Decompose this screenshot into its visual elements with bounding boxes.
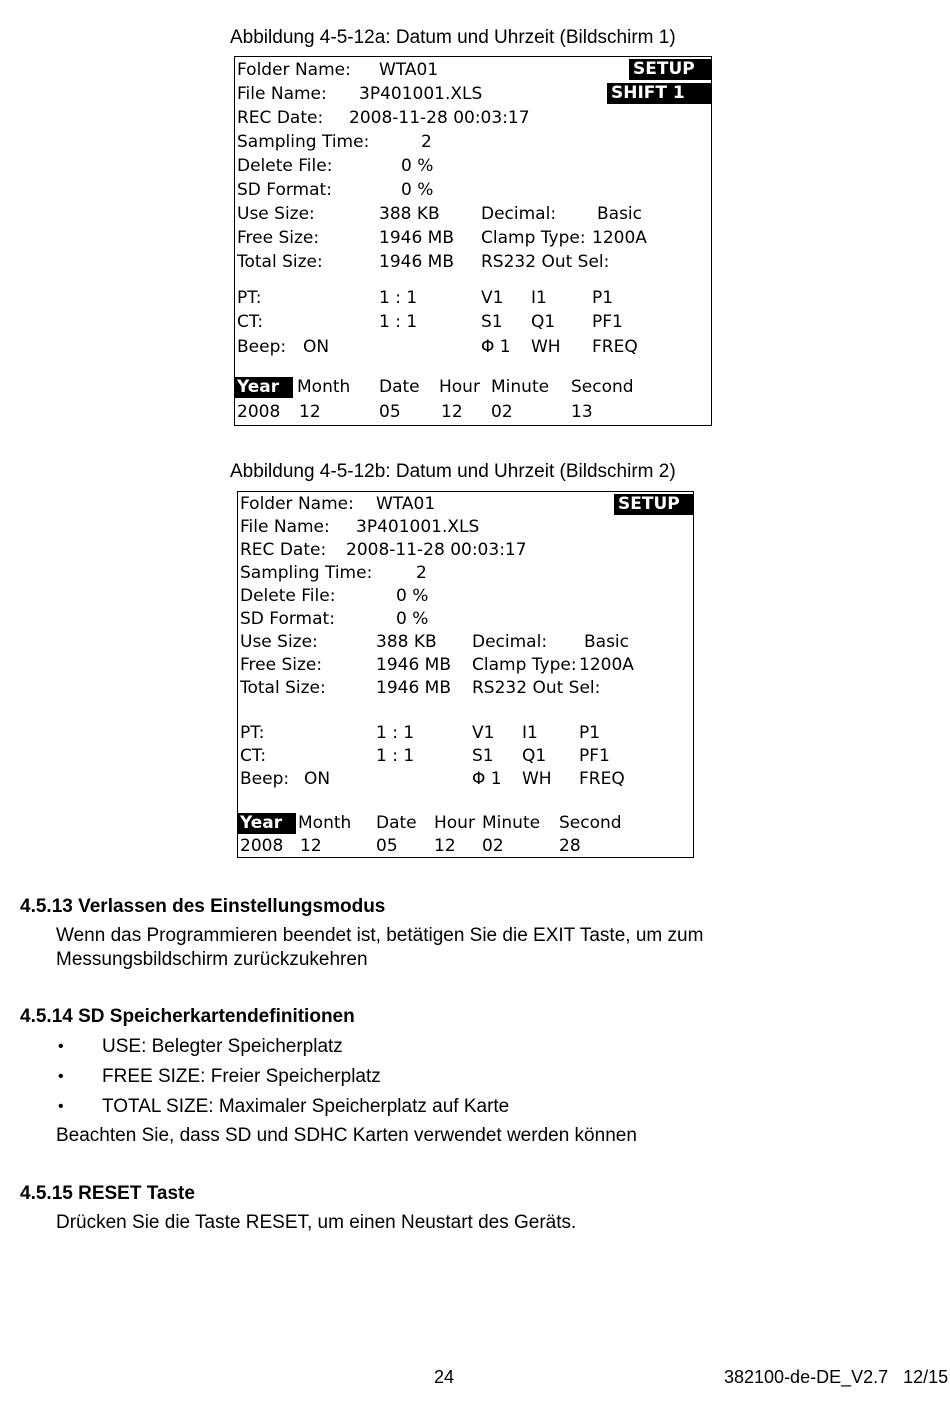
rs232-label: RS232 Out Sel: [472, 678, 601, 698]
decimal-value: Basic [584, 632, 630, 652]
sel-phi1: Φ 1 [481, 337, 511, 357]
section-note: Beachten Sie, dass SD und SDHC Karten verwendet werden können [56, 1125, 637, 1146]
sel-p1: P1 [579, 723, 601, 743]
use-value: 388 KB [379, 204, 440, 224]
ct-label: CT: [240, 746, 267, 766]
free-label: Free Size: [237, 228, 320, 248]
date-header-date: Date [379, 377, 420, 397]
sdformat-label: SD Format: [240, 609, 335, 629]
date-value-month: 12 [300, 836, 322, 856]
free-label: Free Size: [240, 655, 323, 675]
file-value: 3P401001.XLS [356, 517, 480, 537]
pt-label: PT: [237, 288, 262, 308]
use-label: Use Size: [240, 632, 318, 652]
clamp-label: Clamp Type: [472, 655, 577, 675]
decimal-label: Decimal: [481, 204, 557, 224]
rec-label: REC Date: [240, 540, 327, 560]
rec-label: REC Date: [237, 108, 324, 128]
sel-q1: Q1 [531, 312, 556, 332]
date-header-date: Date [376, 813, 417, 833]
date-header-month: Month [298, 813, 352, 833]
section-heading: 4.5.14 SD Speicherkartendefinitionen [20, 1006, 355, 1027]
date-header-year: Year [235, 377, 293, 398]
decimal-label: Decimal: [472, 632, 548, 652]
sdformat-label: SD Format: [237, 180, 332, 200]
clamp-label: Clamp Type: [481, 228, 586, 248]
sel-q1: Q1 [522, 746, 547, 766]
sampling-label: Sampling Time: [237, 132, 370, 152]
date-header-month: Month [297, 377, 351, 397]
setup-badge: SETUP [614, 494, 693, 515]
date-value-hour: 12 [441, 402, 463, 422]
pt-value: 1 : 1 [379, 288, 418, 308]
bullet-dot: • [58, 1068, 64, 1085]
list-item: FREE SIZE: Freier Speicherplatz [102, 1066, 381, 1087]
date-value-year: 2008 [240, 836, 284, 856]
date-value-year: 2008 [237, 402, 281, 422]
ct-value: 1 : 1 [376, 746, 415, 766]
beep-value: ON [303, 337, 330, 357]
section-heading: 4.5.13 Verlassen des Einstellungsmodus [20, 896, 386, 917]
file-label: File Name: [237, 84, 327, 104]
date-header-hour: Hour [434, 813, 475, 833]
date-header-minute: Minute [491, 377, 550, 397]
folder-label: Folder Name: [240, 494, 354, 514]
date-header-hour: Hour [439, 377, 480, 397]
sel-p1: P1 [592, 288, 614, 308]
sel-wh: WH [531, 337, 561, 357]
total-value: 1946 MB [379, 252, 454, 272]
date-value-second: 13 [571, 402, 593, 422]
ct-label: CT: [237, 312, 264, 332]
pt-label: PT: [240, 723, 265, 743]
date-value-date: 05 [376, 836, 398, 856]
section-text: Wenn das Programmieren beendet ist, betätigen Sie die EXIT Taste, um zum [56, 925, 704, 946]
use-value: 388 KB [376, 632, 437, 652]
setup-badge: SETUP [629, 59, 711, 80]
file-value: 3P401001.XLS [359, 84, 483, 104]
sel-v1: V1 [472, 723, 495, 743]
date-value-month: 12 [299, 402, 321, 422]
bullet-dot: • [58, 1038, 64, 1055]
free-value: 1946 MB [376, 655, 451, 675]
bullet-dot: • [58, 1098, 64, 1115]
clamp-value: 1200A [579, 655, 634, 675]
section-text: Drücken Sie die Taste RESET, um einen Neustart des Geräts. [56, 1212, 577, 1233]
sel-i1: I1 [531, 288, 547, 308]
total-label: Total Size: [240, 678, 326, 698]
sampling-value: 2 [416, 563, 427, 583]
sel-freq: FREQ [592, 337, 638, 357]
rec-value: 2008-11-28 00:03:17 [349, 108, 530, 128]
rec-value: 2008-11-28 00:03:17 [346, 540, 527, 560]
total-value: 1946 MB [376, 678, 451, 698]
sdformat-value: 0 % [401, 180, 434, 200]
sampling-value: 2 [421, 132, 432, 152]
shift-badge: SHIFT 1 [607, 83, 711, 104]
delete-value: 0 % [401, 156, 434, 176]
ct-value: 1 : 1 [379, 312, 418, 332]
date-value-minute: 02 [491, 402, 513, 422]
folder-label: Folder Name: [237, 60, 351, 80]
sdformat-value: 0 % [396, 609, 429, 629]
beep-value: ON [304, 769, 331, 789]
folder-value: WTA01 [376, 494, 436, 514]
sel-pf1: PF1 [592, 312, 623, 332]
figure-caption: Abbildung 4-5-12a: Datum und Uhrzeit (Bildschirm 1) [230, 27, 676, 48]
sel-s1: S1 [472, 746, 494, 766]
delete-value: 0 % [396, 586, 429, 606]
list-item: USE: Belegter Speicherplatz [102, 1036, 343, 1057]
sel-i1: I1 [522, 723, 538, 743]
rs232-label: RS232 Out Sel: [481, 252, 610, 272]
sel-s1: S1 [481, 312, 503, 332]
delete-label: Delete File: [237, 156, 333, 176]
decimal-value: Basic [597, 204, 643, 224]
setup-screen-2 [237, 491, 694, 858]
sel-v1: V1 [481, 288, 504, 308]
page-number: 24 [434, 1367, 455, 1387]
free-value: 1946 MB [379, 228, 454, 248]
beep-label: Beep: [240, 769, 290, 789]
use-label: Use Size: [237, 204, 315, 224]
file-label: File Name: [240, 517, 330, 537]
folder-value: WTA01 [379, 60, 439, 80]
setup-screen-1 [234, 56, 712, 426]
document-id: 382100-de-DE_V2.7 12/15 [724, 1367, 949, 1387]
clamp-value: 1200A [592, 228, 647, 248]
date-header-second: Second [559, 813, 622, 833]
date-header-year: Year [238, 813, 296, 834]
beep-label: Beep: [237, 337, 287, 357]
date-header-minute: Minute [482, 813, 541, 833]
sel-phi1: Φ 1 [472, 769, 502, 789]
date-value-hour: 12 [434, 836, 456, 856]
date-value-date: 05 [379, 402, 401, 422]
section-text: Messungsbildschirm zurückzukehren [56, 949, 368, 970]
delete-label: Delete File: [240, 586, 336, 606]
date-value-minute: 02 [482, 836, 504, 856]
sampling-label: Sampling Time: [240, 563, 373, 583]
date-header-second: Second [571, 377, 634, 397]
sel-pf1: PF1 [579, 746, 610, 766]
sel-wh: WH [522, 769, 552, 789]
date-value-second: 28 [559, 836, 581, 856]
list-item: TOTAL SIZE: Maximaler Speicherplatz auf Karte [102, 1096, 510, 1117]
total-label: Total Size: [237, 252, 323, 272]
figure-caption: Abbildung 4-5-12b: Datum und Uhrzeit (Bildschirm 2) [230, 461, 676, 482]
section-heading: 4.5.15 RESET Taste [20, 1183, 195, 1204]
sel-freq: FREQ [579, 769, 625, 789]
pt-value: 1 : 1 [376, 723, 415, 743]
